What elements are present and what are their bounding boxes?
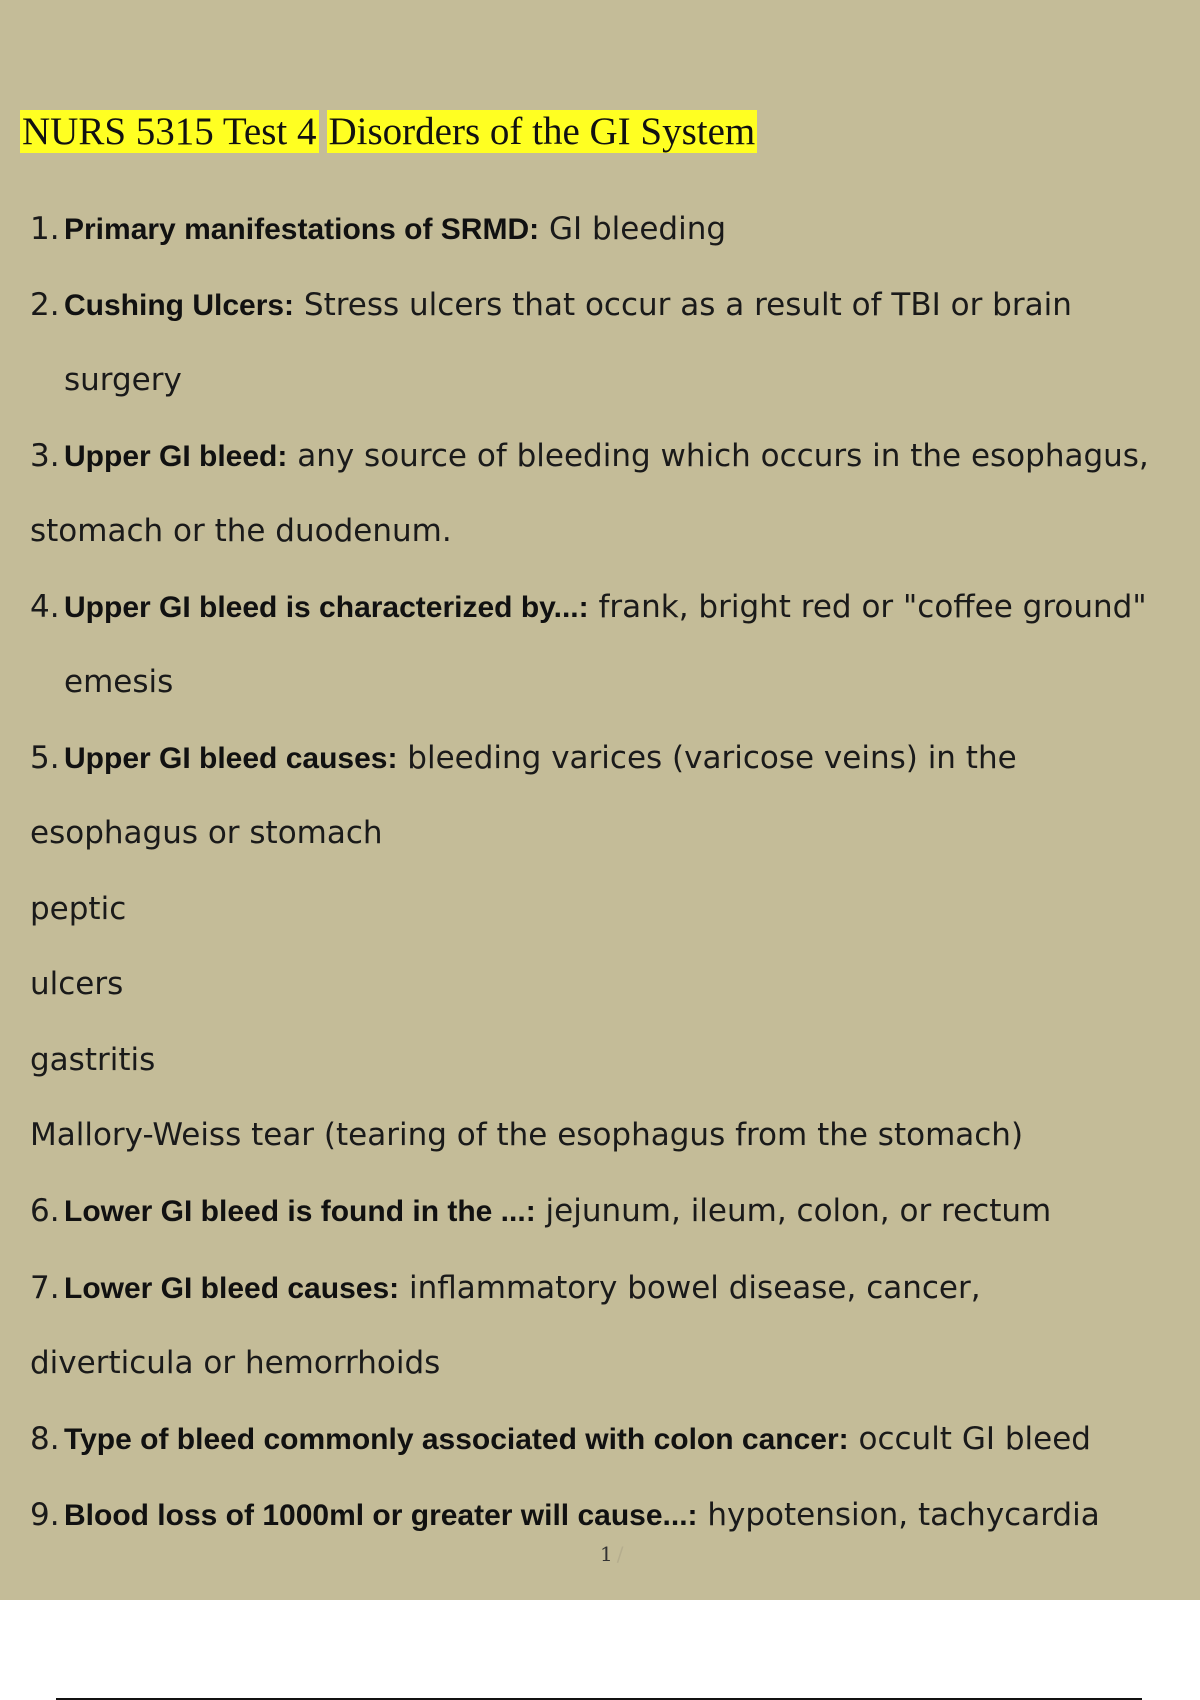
item-term: Cushing Ulcers: [64, 289, 295, 322]
item-definition: frank, bright red or "coffee ground" [588, 589, 1147, 625]
item-extra-line: peptic [30, 891, 127, 927]
item-definition: inflammatory bowel disease, cancer, [399, 1270, 981, 1306]
page-number-suffix: / [616, 1542, 624, 1566]
item-term: Type of bleed commonly associated with colon cancer: [64, 1423, 849, 1456]
page-number [600, 1542, 623, 1566]
list-item-1 [30, 209, 726, 250]
item-continuation: diverticula or hemorrhoids [30, 1345, 441, 1381]
item-definition: Stress ulcers that occur as a result of TBI or brain [294, 287, 1072, 323]
item-number: 3. [30, 438, 60, 474]
item-extra-line: gastritis [30, 1042, 156, 1078]
list-item-2 [30, 285, 1072, 326]
list-item-3 [30, 436, 1149, 477]
list-item-4 [30, 587, 1147, 628]
item-term: Lower GI bleed causes: [64, 1272, 400, 1305]
item-definition: any source of bleeding which occurs in the esophagus, [287, 438, 1149, 474]
list-item-7 [30, 1268, 981, 1309]
item-number: 8. [30, 1421, 60, 1457]
item-term: Upper GI bleed causes: [64, 742, 398, 775]
item-number: 9. [30, 1497, 60, 1533]
item-number: 4. [30, 589, 60, 625]
item-continuation: stomach or the duodenum. [30, 513, 452, 549]
item-extra-line: ulcers [30, 966, 124, 1002]
item-number: 1. [30, 211, 60, 247]
title-course: NURS 5315 Test 4 [22, 110, 317, 153]
item-extra-line: Mallory-Weiss tear (tearing of the esophagus from the stomach) [30, 1117, 1024, 1153]
list-item-8 [30, 1419, 1091, 1460]
item-term: Lower GI bleed is found in the ...: [64, 1195, 536, 1228]
item-definition: occult GI bleed [848, 1421, 1091, 1457]
item-number: 2. [30, 287, 60, 323]
list-item-9 [30, 1495, 1100, 1536]
item-term: Primary manifestations of SRMD: [64, 213, 540, 246]
item-term: Upper GI bleed: [64, 440, 288, 473]
item-continuation: esophagus or stomach [30, 815, 383, 851]
page-number-value: 1 [600, 1542, 613, 1566]
item-number: 6. [30, 1193, 60, 1229]
list-item-5 [30, 738, 1017, 779]
item-definition: jejunum, ileum, colon, or rectum [535, 1193, 1052, 1229]
item-number: 7. [30, 1270, 60, 1306]
item-definition: hypotension, tachycardia [697, 1497, 1100, 1533]
item-continuation: emesis [64, 664, 174, 700]
item-term: Blood loss of 1000ml or greater will cause...: [64, 1499, 698, 1532]
item-definition: GI bleeding [539, 211, 727, 247]
item-term: Upper GI bleed is characterized by...: [64, 591, 589, 624]
item-continuation: surgery [64, 362, 182, 398]
item-definition: bleeding varices (varicose veins) in the [397, 740, 1017, 776]
item-number: 5. [30, 740, 60, 776]
page-title [20, 108, 757, 156]
title-topic: Disorders of the GI System [328, 110, 756, 153]
list-item-6 [30, 1191, 1051, 1232]
